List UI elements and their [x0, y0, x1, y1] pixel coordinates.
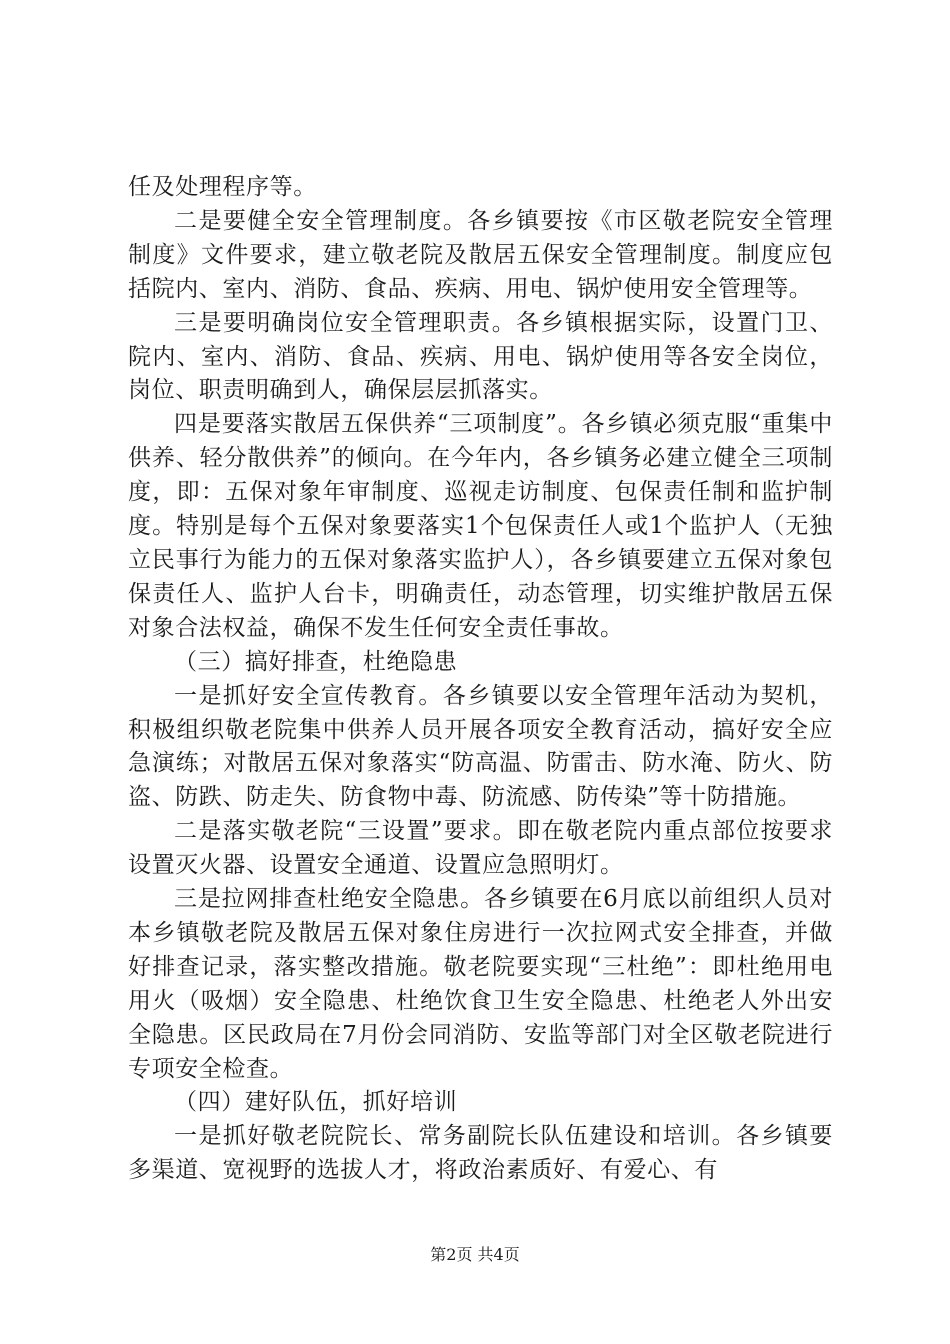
paragraph-8: 一是抓好敬老院院长、常务副院长队伍建设和培训。各乡镇要多渠道、宽视野的选拔人才，将政治素质好、有爱心、有: [128, 1123, 833, 1184]
paragraph-2: 二是要健全安全管理制度。各乡镇要按《市区敬老院安全管理制度》文件要求，建立敬老院及散居五保安全管理制度。制度应包括院内、室内、消防、食品、疾病、用电、锅炉使用安全管理等。: [128, 207, 833, 302]
document-body: [128, 171, 833, 1188]
page-footer: 第2页 共4页: [430, 1245, 520, 1264]
paragraph-7: 三是拉网排查杜绝安全隐患。各乡镇要在6月底以前组织人员对本乡镇敬老院及散居五保对象住房进行一次拉网式安全排查，并做好排查记录，落实整改措施。敬老院要实现“三杜绝”：即杜绝用电用火（吸烟）安全隐患、杜绝饮食卫生安全隐患、杜绝老人外出安全隐患。区民政局在7月份会同消防、安监等部门对全区敬老院进行专项安全检查。: [128, 886, 833, 1082]
paragraph-5: 一是抓好安全宣传教育。各乡镇要以安全管理年活动为契机，积极组织敬老院集中供养人员开展各项安全教育活动，搞好安全应急演练；对散居五保对象落实“防高温、防雷击、防水淹、防火、防盗、防跌、防走失、防食物中毒、防流感、防传染”等十防措施。: [128, 682, 833, 811]
section-heading-4: （四）建好队伍，抓好培训: [174, 1089, 458, 1116]
paragraph-6: 二是落实敬老院“三设置”要求。即在敬老院内重点部位按要求设置灭火器、设置安全通道、设置应急照明灯。: [128, 818, 833, 879]
paragraph-3: 三是要明确岗位安全管理职责。各乡镇根据实际，设置门卫、院内、室内、消防、食品、疾病、用电、锅炉使用等各安全岗位，岗位、职责明确到人，确保层层抓落实。: [128, 309, 833, 404]
section-heading-3: （三）搞好排查，杜绝隐患: [174, 648, 458, 675]
paragraph-1: 任及处理程序等。: [128, 174, 317, 200]
paragraph-4: 四是要落实散居五保供养“三项制度”。各乡镇必须克服“重集中供养、轻分散供养”的倾向。在今年内，各乡镇务必建立健全三项制度，即：五保对象年审制度、巡视走访制度、包保责任制和监护制度。特别是每个五保对象要落实1个包保责任人或1个监护人（无独立民事行为能力的五保对象落实监护人），各乡镇要建立五保对象包保责任人、监护人台卡，明确责任，动态管理，切实维护散居五保对象合法权益，确保不发生任何安全责任事故。: [128, 411, 833, 641]
